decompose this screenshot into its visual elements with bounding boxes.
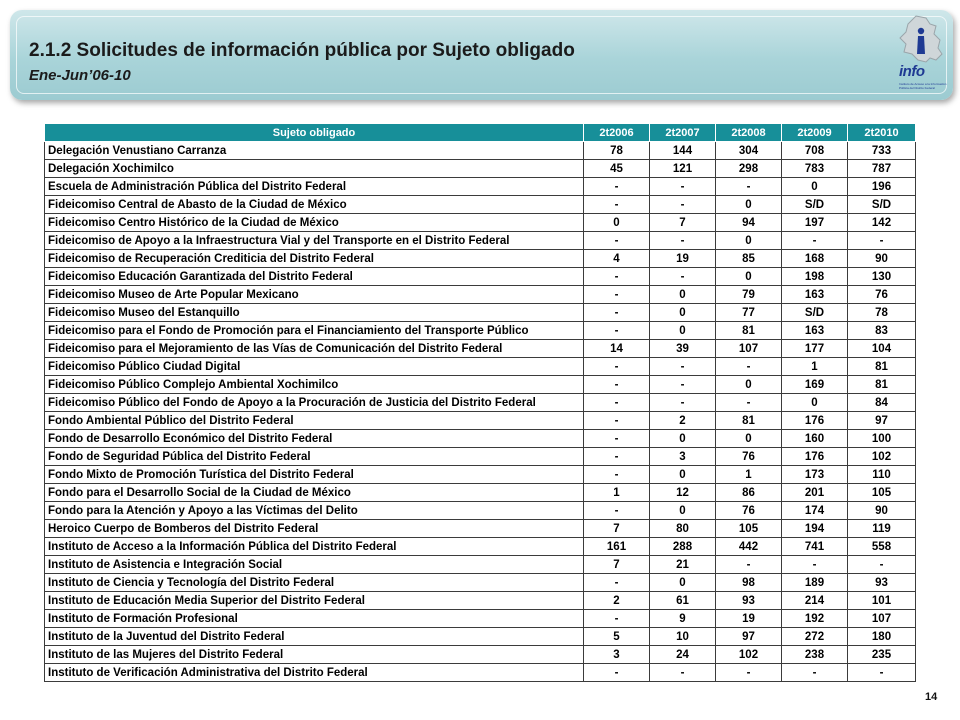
cell-value: 787 [848,160,916,178]
cell-subject-name: Fondo para la Atención y Apoyo a las Víctimas del Delito [45,502,584,520]
table-row [45,484,916,502]
cell-value: 97 [848,412,916,430]
col-header-2t2007: 2t2007 [650,124,716,142]
cell-subject-name: Heroico Cuerpo de Bomberos del Distrito Federal [45,520,584,538]
cell-value: 85 [716,250,782,268]
cell-subject-name: Fondo de Desarrollo Económico del Distrito Federal [45,430,584,448]
cell-value: - [584,178,650,196]
cell-value: 0 [584,214,650,232]
table-row [45,538,916,556]
table-row [45,466,916,484]
cell-value: - [584,376,650,394]
cell-value: 86 [716,484,782,502]
table-row [45,268,916,286]
cell-value: 105 [716,520,782,538]
cell-value: 298 [716,160,782,178]
cell-subject-name: Instituto de la Juventud del Distrito Federal [45,628,584,646]
table-row [45,250,916,268]
cell-value: 163 [782,286,848,304]
cell-value: - [716,556,782,574]
cell-value: 1 [716,466,782,484]
cell-value: 121 [650,160,716,178]
cell-value: 19 [650,250,716,268]
table-row [45,502,916,520]
cell-value: 105 [848,484,916,502]
table-row [45,358,916,376]
cell-value: 76 [716,502,782,520]
cell-value: 161 [584,538,650,556]
cell-value: 0 [782,394,848,412]
page-subtitle: Ene-Jun’06-10 [29,67,131,84]
cell-value: 235 [848,646,916,664]
cell-subject-name: Fideicomiso Central de Abasto de la Ciudad de México [45,196,584,214]
cell-value: 130 [848,268,916,286]
cell-value: 238 [782,646,848,664]
cell-value: 142 [848,214,916,232]
cell-value: 45 [584,160,650,178]
cell-value: 90 [848,502,916,520]
cell-value: 0 [716,196,782,214]
cell-value: 7 [650,214,716,232]
cell-value: - [848,556,916,574]
cell-value: 97 [716,628,782,646]
cell-subject-name: Fideicomiso Público Complejo Ambiental Xochimilco [45,376,584,394]
cell-value: 81 [848,376,916,394]
cell-value: - [584,574,650,592]
table-row [45,592,916,610]
cell-value: 107 [716,340,782,358]
cell-value: 783 [782,160,848,178]
cell-value: 304 [716,142,782,160]
table-row [45,448,916,466]
cell-value: 0 [650,430,716,448]
table-row [45,610,916,628]
cell-value: 107 [848,610,916,628]
table-row [45,574,916,592]
cell-subject-name: Fideicomiso para el Fondo de Promoción para el Financiamiento del Transporte Público [45,322,584,340]
cell-value: 198 [782,268,848,286]
cell-value: 708 [782,142,848,160]
table-row [45,304,916,322]
cell-value: - [584,358,650,376]
table-row [45,214,916,232]
cell-value: - [650,196,716,214]
cell-subject-name: Instituto de Acceso a la Información Pública del Distrito Federal [45,538,584,556]
cell-subject-name: Fondo de Seguridad Pública del Distrito Federal [45,448,584,466]
cell-subject-name: Delegación Venustiano Carranza [45,142,584,160]
col-header-2t2009: 2t2009 [782,124,848,142]
cell-value: 80 [650,520,716,538]
table-row [45,196,916,214]
cell-value: 173 [782,466,848,484]
cell-value: - [584,610,650,628]
cell-value: - [584,286,650,304]
cell-value: - [584,664,650,682]
col-header-subject: Sujeto obligado [45,124,584,142]
cell-value: 192 [782,610,848,628]
cell-subject-name: Fideicomiso de Apoyo a la Infraestructura Vial y del Transporte en el Distrito Federal [45,232,584,250]
cell-value: 90 [848,250,916,268]
table-header-row [45,124,916,142]
table-row [45,520,916,538]
cell-subject-name: Instituto de Educación Media Superior del Distrito Federal [45,592,584,610]
cell-value: - [650,394,716,412]
cell-value: 0 [716,376,782,394]
cell-value: 0 [716,232,782,250]
cell-value: 24 [650,646,716,664]
cell-value: 0 [650,574,716,592]
cell-value: 4 [584,250,650,268]
cell-value: - [584,430,650,448]
cell-value: 168 [782,250,848,268]
cell-value: 201 [782,484,848,502]
cell-value: 19 [716,610,782,628]
cell-value: 174 [782,502,848,520]
table-row [45,430,916,448]
col-header-2t2008: 2t2008 [716,124,782,142]
cell-value: 1 [584,484,650,502]
cell-subject-name: Instituto de Ciencia y Tecnología del Distrito Federal [45,574,584,592]
cell-value: 81 [716,412,782,430]
cell-value: 272 [782,628,848,646]
cell-value: 110 [848,466,916,484]
table-row [45,322,916,340]
cell-value: 77 [716,304,782,322]
cell-value: - [848,664,916,682]
table-row [45,394,916,412]
table-row [45,178,916,196]
cell-value: 163 [782,322,848,340]
page-number: 14 [925,691,938,703]
cell-value: - [716,358,782,376]
cell-value: 9 [650,610,716,628]
cell-value: - [650,664,716,682]
subjects-table [44,123,916,682]
cell-value: - [650,178,716,196]
cell-value: 102 [716,646,782,664]
cell-value: - [584,412,650,430]
cell-value: - [584,268,650,286]
cell-value: 79 [716,286,782,304]
table-row [45,376,916,394]
cell-value: 733 [848,142,916,160]
cell-value: 0 [782,178,848,196]
cell-value: - [650,232,716,250]
cell-value: 288 [650,538,716,556]
cell-subject-name: Instituto de Asistencia e Integración Social [45,556,584,574]
cell-value: 0 [716,268,782,286]
cell-subject-name: Fondo Mixto de Promoción Turística del Distrito Federal [45,466,584,484]
cell-subject-name: Instituto de Verificación Administrativa del Distrito Federal [45,664,584,682]
cell-value: 78 [848,304,916,322]
cell-subject-name: Fideicomiso Público Ciudad Digital [45,358,584,376]
table-row [45,628,916,646]
cell-value: - [716,178,782,196]
cell-subject-name: Fondo para el Desarrollo Social de la Ciudad de México [45,484,584,502]
cell-value: 741 [782,538,848,556]
cell-value: 176 [782,448,848,466]
col-header-2t2006: 2t2006 [584,124,650,142]
cell-value: 14 [584,340,650,358]
cell-value: 214 [782,592,848,610]
cell-value: 0 [650,466,716,484]
cell-value: - [650,358,716,376]
cell-value: 558 [848,538,916,556]
cell-value: 93 [848,574,916,592]
cell-value: - [650,376,716,394]
cell-value: 442 [716,538,782,556]
cell-value: 61 [650,592,716,610]
cell-value: 3 [650,448,716,466]
cell-value: 76 [848,286,916,304]
cell-subject-name: Fideicomiso Museo del Estanquillo [45,304,584,322]
cell-value: 100 [848,430,916,448]
cell-value: - [782,232,848,250]
cell-value: 0 [650,502,716,520]
cell-value: 98 [716,574,782,592]
cell-subject-name: Fideicomiso Público del Fondo de Apoyo a la Procuración de Justicia del Distrito Federal [45,394,584,412]
cell-value: - [584,394,650,412]
cell-value: 84 [848,394,916,412]
cell-value: 2 [584,592,650,610]
cell-value: 94 [716,214,782,232]
cell-value: 93 [716,592,782,610]
cell-value: - [584,466,650,484]
table-row [45,160,916,178]
table-row [45,142,916,160]
cell-value: - [584,322,650,340]
cell-value: 160 [782,430,848,448]
table-row [45,286,916,304]
cell-subject-name: Instituto de Formación Profesional [45,610,584,628]
cell-value: - [584,232,650,250]
cell-value: 39 [650,340,716,358]
cell-subject-name: Fideicomiso Centro Histórico de la Ciudad de México [45,214,584,232]
cell-value: - [584,196,650,214]
info-logo-text: info [899,63,925,80]
cell-subject-name: Fideicomiso de Recuperación Crediticia del Distrito Federal [45,250,584,268]
cell-value: 78 [584,142,650,160]
cell-value: S/D [782,196,848,214]
cell-value: 2 [650,412,716,430]
cell-value: 101 [848,592,916,610]
cell-value: 119 [848,520,916,538]
table-row [45,340,916,358]
cell-value: 196 [848,178,916,196]
cell-value: 5 [584,628,650,646]
cell-subject-name: Instituto de las Mujeres del Distrito Federal [45,646,584,664]
cell-value: 83 [848,322,916,340]
col-header-2t2010: 2t2010 [848,124,916,142]
cell-value: - [782,664,848,682]
cell-value: 0 [650,304,716,322]
cell-value: - [782,556,848,574]
cell-value: 21 [650,556,716,574]
table-row [45,412,916,430]
cell-value: 177 [782,340,848,358]
cell-value: - [584,448,650,466]
table-row [45,664,916,682]
cell-subject-name: Fideicomiso para el Mejoramiento de las Vías de Comunicación del Distrito Federal [45,340,584,358]
cell-value: 102 [848,448,916,466]
table-row [45,232,916,250]
table-body [45,142,916,682]
cell-subject-name: Fideicomiso Museo de Arte Popular Mexicano [45,286,584,304]
cell-value: 81 [716,322,782,340]
cell-value: 189 [782,574,848,592]
cell-value: 180 [848,628,916,646]
logo-caption: Instituto de Acceso a la Información Pública del Distrito Federal [899,82,947,90]
cell-value: 176 [782,412,848,430]
cell-subject-name: Fondo Ambiental Público del Distrito Federal [45,412,584,430]
cell-value: 169 [782,376,848,394]
cell-value: 81 [848,358,916,376]
cell-value: - [584,502,650,520]
cell-value: 104 [848,340,916,358]
cell-value: S/D [848,196,916,214]
cell-subject-name: Fideicomiso Educación Garantizada del Distrito Federal [45,268,584,286]
page-title: 2.1.2 Solicitudes de información pública por Sujeto obligado [29,40,575,61]
cell-value: 197 [782,214,848,232]
cell-value: 7 [584,556,650,574]
table-row [45,556,916,574]
cell-value: 12 [650,484,716,502]
cell-subject-name: Delegación Xochimilco [45,160,584,178]
cell-value: 3 [584,646,650,664]
cell-subject-name: Escuela de Administración Pública del Distrito Federal [45,178,584,196]
cell-value: 0 [650,322,716,340]
cell-value: - [716,394,782,412]
cell-value: 0 [650,286,716,304]
cell-value: 1 [782,358,848,376]
cell-value: - [584,304,650,322]
title-banner [10,10,953,100]
table-row [45,646,916,664]
cell-value: - [716,664,782,682]
cell-value: 76 [716,448,782,466]
cell-value: - [848,232,916,250]
cell-value: 0 [716,430,782,448]
cell-value: 10 [650,628,716,646]
cell-value: S/D [782,304,848,322]
cell-value: 194 [782,520,848,538]
cell-value: 7 [584,520,650,538]
cell-value: 144 [650,142,716,160]
cell-value: - [650,268,716,286]
